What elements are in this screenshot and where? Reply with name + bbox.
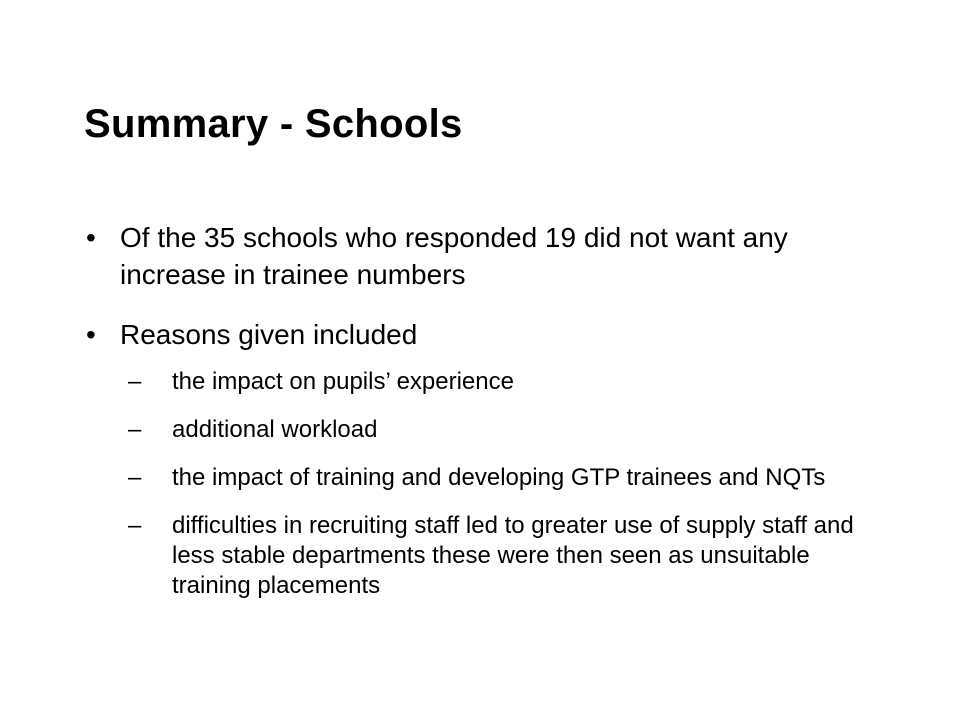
sub-bullet-item xyxy=(84,463,884,493)
sub-bullet-text: the impact on pupils’ experience xyxy=(172,368,514,395)
sub-bullet-text: difficulties in recruiting staff led to greater use of supply staff and less stable departments these were then seen as unsuitable training placements xyxy=(172,512,854,599)
dash-icon: – xyxy=(128,464,142,491)
bullet-text: Reasons given included xyxy=(120,319,418,350)
bullet-icon: • xyxy=(86,319,96,350)
sub-bullet-text: the impact of training and developing GTP trainees and NQTs xyxy=(172,464,826,491)
bullet-list xyxy=(84,219,884,619)
sub-bullet-item xyxy=(84,415,884,445)
dash-icon: – xyxy=(128,416,142,443)
sub-bullet-text: additional workload xyxy=(172,416,378,443)
dash-icon: – xyxy=(128,368,142,395)
slide-title: Summary - Schools xyxy=(84,102,463,146)
sub-bullet-list xyxy=(84,367,884,601)
sub-bullet-item xyxy=(84,511,884,601)
bullet-item xyxy=(84,219,884,293)
sub-bullet-item xyxy=(84,367,884,397)
dash-icon: – xyxy=(128,512,142,539)
bullet-text: Of the 35 schools who responded 19 did not want any increase in trainee numbers xyxy=(120,222,788,290)
bullet-icon: • xyxy=(86,222,96,253)
bullet-item xyxy=(84,316,884,353)
